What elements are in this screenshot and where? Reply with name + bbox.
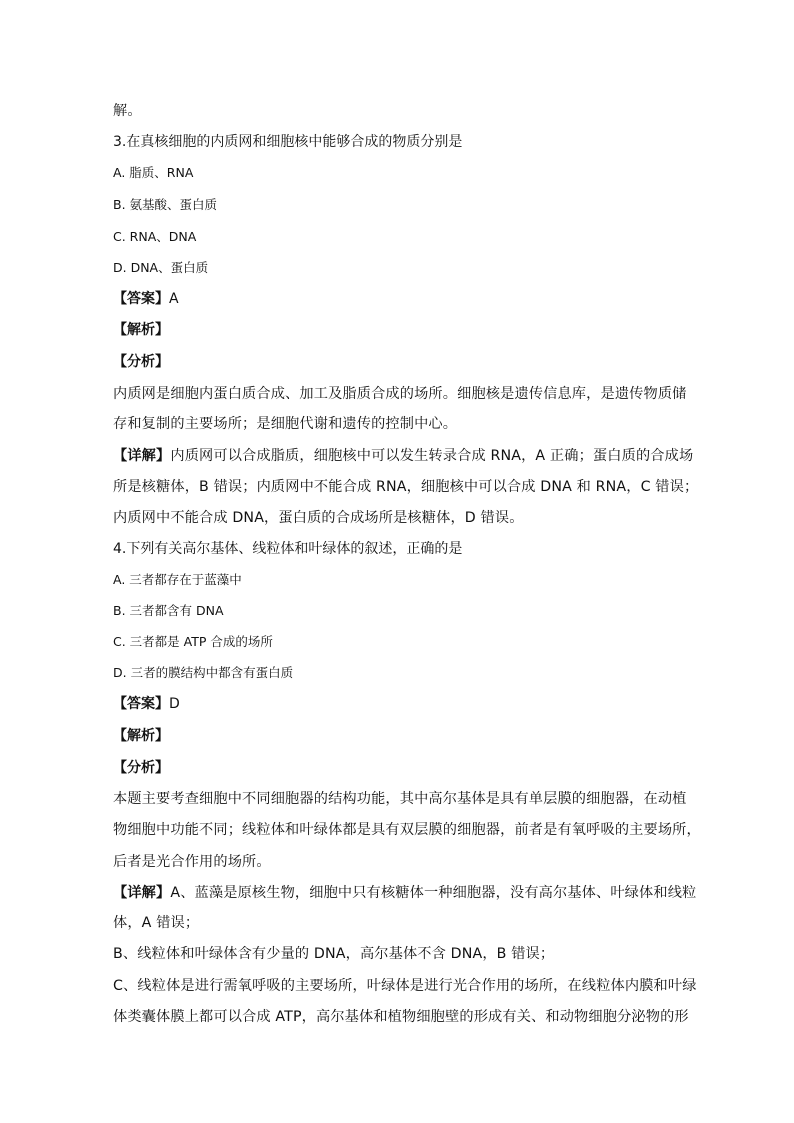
question-4-detail-line-3: B、线粒体和叶绿体含有少量的 DNA，高尔基体不含 DNA，B 错误；: [113, 946, 555, 962]
question-4-detail-line-4: C、线粒体是进行需氧呼吸的主要场所，叶绿体是进行光合作用的场所，在线粒体内膜和叶绿: [113, 978, 697, 994]
detail-label: 【详解】: [113, 885, 171, 901]
answer-value: D: [169, 696, 180, 712]
question-4-fenxi-line-3: 后者是光合作用的场所。: [113, 854, 271, 870]
question-4-detail-line-5: 体类囊体膜上都可以合成 ATP，高尔基体和植物细胞壁的形成有关、和动物细胞分泌物的形: [113, 1009, 689, 1025]
question-4-answer: [113, 694, 180, 714]
question-4-option-c: C. 三者都是 ATP 合成的场所: [113, 634, 273, 649]
question-3-fenxi-line-1: 内质网是细胞内蛋白质合成、加工及脂质合成的场所。细胞核是遗传信息库，是遗传物质储: [113, 386, 687, 402]
question-4-detail-line-2: 体，A 错误；: [113, 915, 200, 931]
question-4-option-a: A. 三者都存在于蓝藻中: [113, 572, 242, 587]
question-3-detail-line-2: 所是核糖体，B 错误；内质网中不能合成 RNA，细胞核中可以合成 DNA 和 RNA，C 错误；: [113, 479, 699, 495]
question-3-option-c: C. RNA、DNA: [113, 229, 197, 244]
question-4-fenxi-label: 【分析】: [113, 760, 169, 776]
question-3-detail-line-3: 内质网中不能合成 DNA，蛋白质的合成场所是核糖体，D 错误。: [113, 510, 524, 526]
answer-value: A: [169, 291, 179, 307]
question-3-fenxi-label: 【分析】: [113, 354, 169, 370]
detail-text: 内质网可以合成脂质，细胞核中可以发生转录合成 RNA，A 正确；蛋白质的合成场: [170, 448, 694, 464]
question-3-analysis-label: 【解析】: [113, 322, 169, 338]
continuation-text: 解。: [113, 103, 142, 119]
question-3-option-a: A. 脂质、RNA: [113, 165, 194, 180]
detail-label: 【详解】: [113, 448, 171, 464]
question-4-fenxi-line-2: 物细胞中功能不同；线粒体和叶绿体都是具有双层膜的细胞器，前者是有氧呼吸的主要场所，: [113, 822, 701, 838]
answer-label: 【答案】: [113, 696, 169, 712]
question-3-answer: [113, 289, 179, 309]
question-3-option-b: B. 氨基酸、蛋白质: [113, 197, 218, 212]
question-3-fenxi-line-2: 存和复制的主要场所；是细胞代谢和遗传的控制中心。: [113, 416, 458, 432]
question-4-analysis-label: 【解析】: [113, 728, 169, 744]
question-4-option-d: D. 三者的膜结构中都含有蛋白质: [113, 665, 294, 680]
question-3-detail-line-1: [113, 446, 693, 466]
question-4-option-b: B. 三者都含有 DNA: [113, 603, 224, 618]
answer-label: 【答案】: [113, 291, 169, 307]
question-4-fenxi-line-1: 本题主要考查细胞中不同细胞器的结构功能，其中高尔基体是具有单层膜的细胞器，在动植: [113, 791, 687, 807]
detail-text: A、蓝藻是原核生物，细胞中只有核糖体一种细胞器，没有高尔基体、叶绿体和线粒: [170, 885, 697, 901]
question-4-stem: 4.下列有关高尔基体、线粒体和叶绿体的叙述，正确的是: [113, 541, 463, 557]
question-3-stem: 3.在真核细胞的内质网和细胞核中能够合成的物质分别是: [113, 134, 463, 150]
question-4-detail-line-1: [113, 883, 696, 903]
question-3-option-d: D. DNA、蛋白质: [113, 260, 209, 275]
